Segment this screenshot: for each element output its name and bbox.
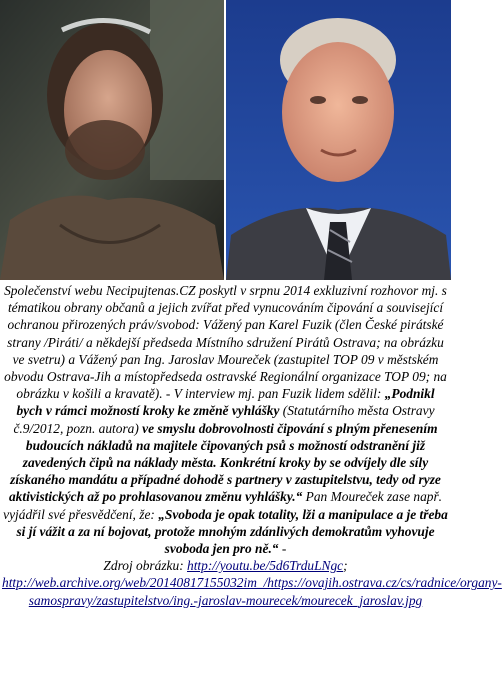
source-line [2,557,449,574]
photo-jaroslav-mourecek [226,0,451,280]
caption-dash: - [278,541,287,557]
photo-strip [0,0,451,280]
caption-intro: Společenství webu Necipujtenas.CZ poskytl v srpnu 2014 exkluzivní rozhovor mj. s tématikou obrany občanů a jejich zvířat před vynucováním čipování a související ochranou přirozených práv/svobod: Vážený pan Karel Fuzik (člen České pirátské strany /Piráti/ a někdejší předseda Místního sdružení Pirátů Ostrava; na obrázku ve svetru) a Vážený pan Ing. Jaroslav Moureček (zastupitel TOP 09 v městském obvodu Ostrava-Jih a místopředseda ostravské Regionální organizace TOP 09; na obrázku v košili a kravatě). - V interview mj. pan Fuzik lidem sdělil: [4,283,447,402]
photo-karel-fuzik [0,0,224,280]
article-caption [2,282,502,609]
quote-mourecek: „Svoboda je opak totality, lži a manipulace a je třeba si jí vážit a za ní bojovat, protože mnohým zdánlivých demokratům vyhovuje svoboda jen pro ně.“ [16,506,448,557]
source-label: Zdroj obrázku: [103,558,187,574]
quote-fuzik-part2: ve smyslu dobrovolnosti čipování s plným přenesením budoucích nákladů na majitele čipovaných psů s možností odstranění již zavedených čipů na náklady města. Konkrétní kroky by se odvíjely dle síly získaného mandátu a případné dohodě s partnery v zastupitelstvu, tedy od ryze aktivistických až po prohlasovanou změnu vyhlášky.“ [8,420,441,505]
caption-transition: Pan Moureček zase např. vyjádřil své přesvědčení, že: [3,489,443,522]
source-link-youtube[interactable]: http://youtu.be/5d6TrduLNgc [187,558,344,574]
source-line-2 [2,574,502,608]
caption-paragraph [2,282,449,557]
quote-fuzik-part1: „Podnikl bych v rámci možností kroky ke změně vyhlášky [16,386,435,419]
source-link-archive[interactable]: http://web.archive.org/web/20140817155032im_/https://ovajih.ostrava.cz/cs/radnice/organy-samospravy/zastupitelstvo/ing.-jaroslav-mourecek/mourecek_jaroslav.jpg [2,575,502,608]
caption-note: (Statutárního města Ostravy č.9/2012, pozn. autora) [13,403,435,436]
source-link-separator: ; [343,558,348,574]
